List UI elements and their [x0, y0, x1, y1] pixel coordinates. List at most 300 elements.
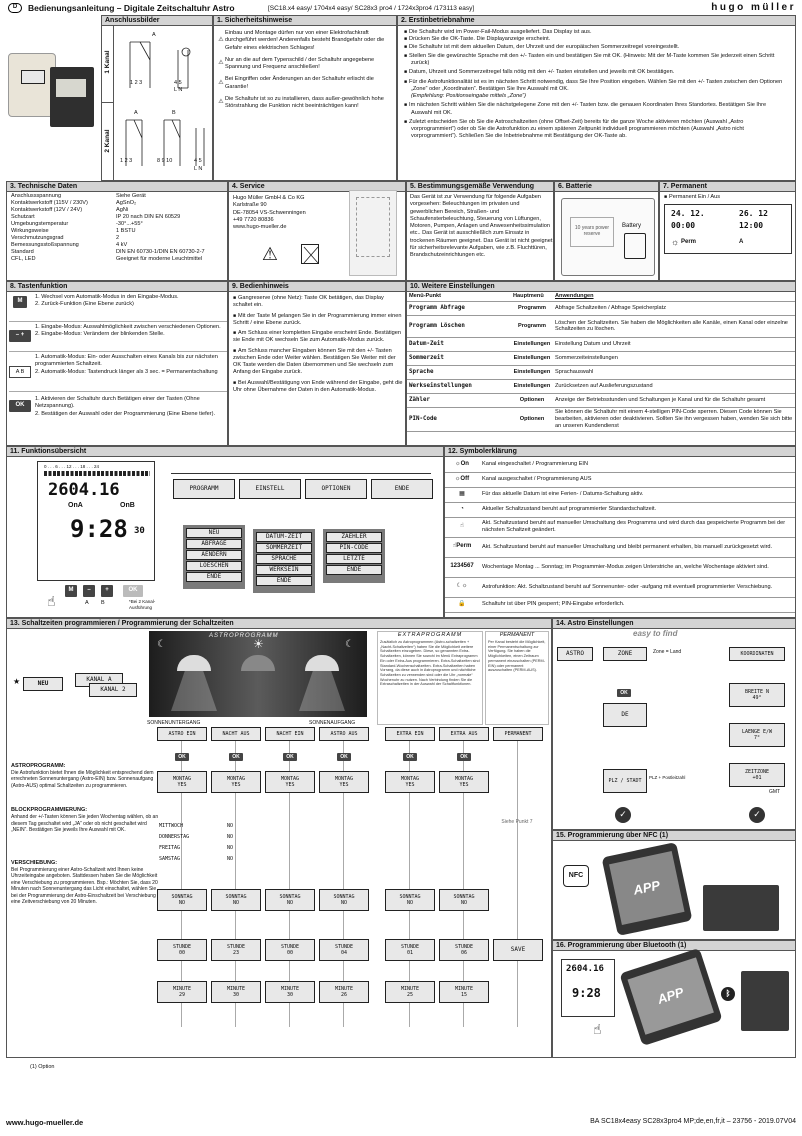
startup-step: ■ Die Schaltuhr wird im Power-Fail-Modus ausgeliefert. Das Display ist aus. — [404, 29, 788, 36]
minute-screen — [265, 981, 315, 1003]
moon-icon: ☾ — [345, 639, 354, 650]
main-menu: Programm — [511, 315, 553, 337]
city: DE-78054 VS-Schwenningen — [233, 209, 306, 216]
hour-value: 00 — [286, 950, 294, 956]
button-function-text: 1. Automatik-Modus: Ein- oder Ausschalten eines Kanals bis zur nächsten programmierten Schaltzeit. — [35, 354, 218, 368]
weekday-value: YES — [339, 782, 349, 788]
screen-label: NACHT EIN — [276, 730, 304, 737]
technical-data-key: Standard — [11, 248, 34, 255]
weekday-label: MONTAG — [280, 775, 300, 782]
technical-data-row — [9, 193, 227, 200]
check-icon: ✓ — [749, 807, 765, 823]
lcd-text: 24. 12. — [671, 209, 705, 218]
day-label: SAMSTAG — [159, 856, 181, 862]
minute-screen — [319, 981, 369, 1003]
safety-text: Einbau und Montage dürfen nur von einer Elektrofachkraft durchgeführt werden! Anderenfalls besteht Brandgefahr oder die Gefahr eines elektrischen Schlages! — [225, 30, 385, 51]
section-title: 15. Programmierung über NFC (1) — [553, 831, 795, 841]
document-number: BA SC18x4easy SC28x3pro4 MP;de,en,fr,it – 23756 - 2019.07V04 — [590, 1118, 796, 1125]
screen-label: KANAL A — [86, 676, 112, 684]
technical-data-key: Kontaktwerkstoff (12V / 24V) — [11, 206, 83, 213]
application-text: Anzeige der Betriebsstunden und Schaltungen je Kanal und für die Schaltuhr gesamt — [553, 393, 796, 407]
settings-row — [407, 351, 796, 365]
technical-data-row — [9, 256, 227, 263]
phone: +49 7720 80836 — [233, 216, 274, 223]
m-button[interactable]: M — [13, 296, 27, 308]
symbol-row — [445, 517, 796, 537]
day-toggle-row — [157, 823, 257, 833]
permanent-box — [485, 631, 549, 725]
hour-screen — [385, 939, 435, 961]
timer-device — [741, 971, 789, 1031]
flow-start-screen — [211, 727, 261, 741]
screen-label: NACHT AUS — [222, 730, 250, 737]
symbol-row — [445, 557, 796, 577]
hour-screen — [211, 939, 261, 961]
day-value: NO — [227, 845, 234, 851]
battery-note: 10 years power reserve — [574, 225, 610, 238]
sunday-screen — [319, 889, 369, 911]
wiring-label: 1 2 3 — [130, 80, 143, 86]
submenu-label: NEU — [208, 529, 220, 537]
screen-label: EXTRA EIN — [396, 730, 424, 737]
manual-icon — [349, 190, 397, 276]
symbol-row — [445, 487, 796, 502]
technical-data-value: Siehe Gerät — [116, 193, 146, 199]
longitude-screen — [729, 723, 785, 747]
section-title: 6. Batterie — [555, 182, 658, 192]
weekday-value: NO — [286, 900, 294, 906]
submenu-item — [256, 532, 312, 542]
wiring-label: 4 5 — [194, 158, 202, 164]
wiring-label: 1 2 3 — [120, 158, 133, 164]
menu-screen — [371, 479, 433, 499]
submenu-item — [326, 554, 382, 564]
menu-screen — [173, 479, 235, 499]
operating-note: ■ Am Schluss mancher Eingaben können Sie mit den +/- Tasten zwischen Ende oder Weiter wählen. Bestätigen Sie Weiter mit der OK Taste werden die Daten übernommen und Sie wechseln zum Anfang der Eingabe zurück. — [233, 348, 403, 377]
hour-screen — [265, 939, 315, 961]
menu-item: Datum-Zeit — [407, 337, 511, 351]
screen-label: ASTRO — [565, 650, 585, 658]
minute-value: 29 — [178, 992, 186, 998]
screen-label: EXTRA AUS — [450, 730, 478, 737]
submenu-label: ZAEHLER — [341, 533, 367, 541]
safety-text: Bei Eingriffen oder Änderungen an der Schaltuhr erlischt die Garantie! — [225, 76, 374, 90]
flow-start-screen — [319, 727, 369, 741]
weekday-value: NO — [340, 900, 348, 906]
settings-row — [407, 407, 796, 431]
section-title: 9. Bedienhinweis — [229, 282, 405, 292]
section-title: 10. Weitere Einstellungen — [407, 282, 795, 292]
technical-data-section — [6, 181, 228, 281]
sunday-screen — [211, 889, 261, 911]
weekday-value: NO — [232, 900, 240, 906]
button-function-text: 2. Automatik-Modus: Tastendruck länger als 3 sec. = Permanentschaltung — [35, 368, 218, 375]
technical-data-key: Verschmutzungsgrad — [11, 234, 64, 241]
screen-value: 7° — [753, 735, 761, 741]
safety-section — [213, 15, 397, 181]
wiring-label: L N — [174, 87, 183, 93]
astro-screen — [557, 647, 593, 661]
ok-button[interactable]: OK — [123, 585, 143, 597]
menu-screen — [239, 479, 301, 499]
lock-icon: 🔒 — [445, 597, 479, 612]
hour-bar — [44, 471, 150, 476]
symbol-description: Für das aktuelle Datum ist eine Ferien- / Datums-Schaltung aktiv. — [479, 487, 796, 502]
gmt-label: GMT — [769, 789, 781, 795]
sunday-screen — [157, 889, 207, 911]
minute-label: MINUTE — [400, 985, 420, 992]
startup-step: ■ Im nächsten Schritt wählen Sie die nächstgelegene Zone mit den +/- Tasten bzw. die genauen Koordinaten Ihres Standortes. Bestätigen Sie Ihre Auswahl mit OK. — [404, 102, 788, 117]
lcd-time: 9:28 — [70, 515, 128, 543]
sun-icon: ☀ — [253, 637, 264, 651]
weekday-value: YES — [177, 782, 187, 788]
submenu-label: LETZTE — [343, 555, 365, 563]
sunday-screen — [385, 889, 435, 911]
page-header — [6, 3, 796, 15]
m-button[interactable]: M — [65, 585, 77, 597]
wiring-label: 8 9 10 — [157, 158, 173, 164]
day-value: NO — [227, 823, 234, 829]
nfc-section — [552, 830, 796, 940]
moon-icon: ☾ — [157, 639, 166, 650]
section-title: Anschlussbilder — [102, 16, 212, 26]
hour-label: STUNDE — [172, 943, 192, 950]
button-function-text: 1. Eingabe-Modus: Auswahlmöglichkeit zwischen verschiedenen Optionen. — [35, 324, 221, 330]
website-link[interactable]: www.hugo-mueller.de — [6, 1118, 84, 1127]
nfc-icon: NFC — [563, 865, 589, 887]
section-title: 3. Technische Daten — [7, 182, 227, 192]
day-toggle-row — [157, 856, 257, 866]
operating-notes-section — [228, 281, 406, 446]
hour-screen — [439, 939, 489, 961]
ok-button[interactable]: OK — [229, 753, 243, 761]
submenu-label: LOESCHEN — [199, 562, 229, 570]
smartphone — [619, 948, 722, 1046]
minus-plus-buttons[interactable]: – + — [9, 330, 31, 342]
technical-data-value: DIN EN 60730-1/DIN EN 60730-2-7 — [116, 248, 205, 255]
extra-title: EXTRAPROGRAMM — [397, 632, 463, 638]
symbol-row — [445, 502, 796, 517]
settings-row — [407, 379, 796, 393]
lcd-date: 2604.16 — [48, 480, 120, 500]
technical-data-row — [9, 228, 227, 235]
sun-icon: ☼ — [671, 237, 680, 247]
two-channel-text: 2 Kanal — [103, 129, 111, 153]
weekday-value: YES — [405, 782, 415, 788]
hour-scale: 0 . . . 6 . . . 12 . . . 18 . . . 24 — [44, 464, 100, 469]
technical-data-key: Anschlussspannung — [11, 193, 62, 199]
first-startup-section — [397, 15, 796, 181]
wiring-label: A — [152, 32, 156, 38]
symbol-description: Akt. Schaltzustand beruht auf manueller Umschaltung des Programms und wird durch das gespeicherte Programm bei der nächsten Schaltzeit geändert. — [479, 517, 796, 537]
screen-label: ASTRO AUS — [330, 730, 358, 737]
technical-data-key: CFL, LED — [11, 255, 36, 262]
paragraph-text: Bei Programmierung einer Astro-Schaltzeit wird Ihnen keine Uhrzeiteingabe angeboten. Stattdessen haben Sie die Möglichkeit eine Verschiebung zu programmieren. Bsp.: Möchten Sie, dass 20 Minuten nach Sonnenuntergang das Licht einschaltet, wählen Sie bei der Programmierung der Astro-Einschaltzeit bei Verschiebung eine Zeitverschiebung von 20 Minuten. — [11, 866, 158, 906]
smartphone — [602, 842, 693, 936]
weekday-label: MONTAG — [454, 775, 474, 782]
submenu-label: AENDERN — [201, 551, 227, 559]
symbol-description: Akt. Schaltzustand beruht auf manueller Umschaltung und bleibt permanent erhalten, bis manuell zurückgesetzt wird. — [479, 537, 796, 557]
channel-screen — [89, 683, 137, 697]
app-screen: APP — [627, 957, 713, 1034]
wiring-label: 4 5 — [174, 80, 182, 86]
section-title: 14. Astro Einstellungen — [553, 619, 795, 629]
paragraph-text: Anhand der +/-Tasten können Sie jeden Wochentag wählen, ob an diesem Tag geschaltet wird „JA“ oder ob nicht geschaltet wird „NEIN“. Bestätigen Sie jeweils Ihre Auswahl mit OK. — [11, 814, 159, 834]
screen-label: KOORDINATEN — [740, 650, 774, 657]
brand-logo: hugo müller — [711, 2, 796, 13]
section-title: 2. Erstinbetriebnahme — [398, 16, 795, 26]
technical-data-value: Geeignet für moderne Leuchtmittel — [116, 255, 203, 262]
startup-recommendation: (Empfehlung: Positionseingabe mittels „Zone“) — [411, 93, 527, 100]
lcd-date: 2604.16 — [566, 964, 604, 974]
disposal-icon — [301, 244, 319, 264]
lamp-icon — [305, 655, 339, 671]
save-screen — [493, 939, 543, 961]
application-text: Sie können die Schaltuhr mit einem 4-stelligen PIN-Code sperren. Diesen Code können Sie bearbeiten, aktivieren oder deaktivieren. Sollten Sie ihn vergessen haben, wenden Sie sich bitte an unseren Kundendienst — [553, 407, 796, 431]
hour-value: 23 — [232, 950, 240, 956]
symbol-row — [445, 597, 796, 612]
weekday-label: SONNTAG — [453, 893, 475, 900]
flow-start-screen — [265, 727, 315, 741]
minute-screen — [385, 981, 435, 1003]
minute-label: MINUTE — [280, 985, 300, 992]
settings-row — [407, 337, 796, 351]
lamp-icon — [241, 655, 275, 671]
technical-data-key: Wirkungsweise — [11, 227, 49, 234]
submenu-item — [326, 543, 382, 553]
weekday-label: SONNTAG — [171, 893, 193, 900]
operating-note: ■ Bei Auswahl/Bestätigung von Ende während der Eingabe, geht die Uhr ohne Übernahme der Daten in den Automatik-Modus. — [233, 380, 403, 395]
startup-step: ■ Drücken Sie die OK-Taste. Die Displayanzeige erscheint. — [404, 36, 788, 43]
screen-label: SAVE — [510, 946, 526, 954]
extra-text: Zusätzlich zu Astroprogrammen (Astro-schaltzeiten + „Nacht-Schaltzeiten“) haben Sie die Möglichkeit weitere Schaltzeiten einzugeben. Diese, so genannten Extra-Schaltzeiten, können Sie sowohl im Menü Extraprogramm Ein oder Extra-Aus programmieren. Extra-Schaltzeiten sind Standard-Wochenschaltzeiten. Extra-Schaltzeiten haben Vorrang, da diese auch in Astroprogramm und nächtliche Schaltzeiten zu verwenden sind oder die Uhr „normale“ Wochenuhr zu nutzen. Nach Verbindung finden Sie die Extraschaltzeiten in der Auswahl der Schaltfunktionen. — [380, 639, 480, 687]
operating-note: ■ Am Schluss einer kompletten Eingabe erscheint Ende. Bestätigen sie Ende mit OK wechseln Sie zum Automatik-Modus zurück. — [233, 330, 403, 345]
paragraph-text: Die Astrofunktion bietet Ihnen die Möglichkeit entsprechend dem errechneten Sonnenuntergang (Astro-EIN) bzw. Sonnenaufgang (Astro-AUS) optimal Schaltzeiten zu programmieren. — [11, 769, 154, 789]
weekday-icon: 1234567 — [445, 557, 479, 577]
menu-item: Sommerzeit — [407, 351, 511, 365]
product-display — [56, 79, 86, 97]
a-b-buttons[interactable]: A B — [9, 366, 31, 378]
symbol-row — [445, 577, 796, 597]
safety-text: Die Schaltuhr ist so zu installieren, dass außer-gewöhnlich hohe Störstrahlung die Funktion nicht beeinträchtigen kann! — [225, 95, 384, 110]
button-function-text: 2. Zurück-Funktion (Eine Ebene zurück) — [35, 301, 134, 308]
button-group — [9, 392, 227, 430]
lcd-text: 12:00 — [739, 221, 764, 230]
screen-label: KANAL 2 — [100, 686, 126, 694]
footnote-option: (1) Option — [30, 1064, 55, 1070]
ok-button[interactable]: OK — [9, 400, 31, 412]
ok-button[interactable]: OK — [403, 753, 417, 761]
hand-icon: ☝ — [445, 517, 479, 537]
application-text: Sprachauswahl — [553, 365, 796, 379]
new-screen — [23, 677, 63, 691]
column-header: Anwendungen — [553, 292, 796, 301]
technical-data-row — [9, 200, 227, 207]
application-text: Einstellung Datum und Uhrzeit — [553, 337, 796, 351]
latitude-screen — [729, 683, 785, 707]
technical-data-key: Bemessungsstoßspannung — [11, 241, 79, 248]
submenu-label: SOMMERZEIT — [265, 544, 303, 552]
submenu-label: ENDE — [206, 573, 222, 581]
submenu-item — [256, 543, 312, 553]
symbol-table — [445, 457, 796, 613]
wiring-label: A — [134, 110, 138, 116]
technical-data-value: 4 kV — [116, 241, 128, 248]
menu-label: OPTIONEN — [321, 485, 351, 493]
one-channel-text: 1 Kanal — [103, 50, 111, 74]
connection-diagram-section — [101, 15, 213, 181]
screen-label: ASTRO EIN — [168, 730, 196, 737]
settings-row — [407, 365, 796, 379]
minute-value: 30 — [286, 992, 294, 998]
button-group — [9, 294, 227, 322]
submenu-settings — [253, 529, 315, 593]
settings-row — [407, 393, 796, 407]
bluetooth-icon: ᛒ — [721, 987, 735, 1001]
lcd-text: 00:00 — [671, 221, 696, 230]
language-badge: D — [8, 3, 22, 13]
minus-button[interactable]: – — [83, 585, 95, 597]
timer-device — [703, 885, 779, 931]
channel-b-on: OnB — [120, 502, 135, 509]
sunrise-label: SONNENAUFGANG — [309, 720, 356, 726]
channel-b-label: B — [129, 502, 135, 509]
key-caption-b: B — [101, 600, 105, 606]
hour-value: 00 — [178, 950, 186, 956]
plus-button[interactable]: + — [101, 585, 113, 597]
weekday-value: YES — [459, 782, 469, 788]
ok-button[interactable]: OK — [283, 753, 297, 761]
keypad — [65, 585, 151, 599]
two-channel-label — [102, 103, 114, 181]
technical-data-key: Schutzart — [11, 213, 35, 220]
website-link[interactable]: www.hugo-mueller.de — [233, 224, 287, 231]
weekday-value: NO — [178, 900, 186, 906]
wiring-label: L N — [194, 166, 203, 172]
minute-label: MINUTE — [454, 985, 474, 992]
country-screen — [603, 703, 647, 727]
permanent-item: ■ Permanent Ein / Aus — [664, 194, 720, 201]
product-photo-2 — [50, 67, 94, 127]
postcode-note: PLZ + Postleitzahl — [649, 775, 686, 780]
operating-note: ■ Gangreserve (ohne Netz): Taste OK betätigen, das Display schaltet ein. — [233, 295, 403, 310]
company-name: Hugo Müller GmbH & Co KG — [233, 195, 305, 201]
column-header: Hauptmenü — [511, 292, 553, 301]
weekday-value: YES — [231, 782, 241, 788]
submenu-item — [186, 572, 242, 582]
startup-step: ■ Zuletzt entscheiden Sie ob Sie die Astroschaltzeiten (ohne Offset-Zeit) bereits für die ganze Woche aktivieren möchten (Auswahl „Astro vorprogrammiert“) oder ob Sie die Astrofunktion zu einem späteren Zeitpunkt individuell programmieren möchten (Auswahl „Astro nicht vorprogrammiert“). Schließen Sie die Inbetriebnahme mit Bestätigung der OK-Taste ab. — [404, 119, 788, 141]
technical-data-row — [9, 242, 227, 249]
hour-value: 04 — [340, 950, 348, 956]
screen-label: LAENGE E/W — [741, 728, 773, 735]
application-text: Zurücksetzen auf Auslieferungszustand — [553, 379, 796, 393]
technical-data-row — [9, 221, 227, 228]
safety-text: Nur an die auf dem Typenschild / der Schaltuhr angegebene Spannung und Frequenz anschließen! — [225, 56, 375, 71]
day-toggle-row — [157, 845, 257, 855]
screen-value: DE — [621, 711, 629, 719]
section-title: 5. Bestimmungsgemäße Verwendung — [407, 182, 553, 192]
main-menu: Einstellungen — [511, 351, 553, 365]
safety-item — [217, 57, 395, 72]
permanent-section — [659, 181, 796, 281]
sunset-label: SONNENUNTERGANG — [147, 720, 201, 726]
postcode-screen — [603, 769, 647, 793]
day-label: DONNERSTAG — [159, 834, 190, 840]
flow-start-screen — [385, 727, 435, 741]
symbol-row — [445, 537, 796, 557]
application-text: Löschen der Schaltzeiten. Sie haben die Möglichkeiten alle Kanäle, einen Kanal oder einzelne Schaltzeiten zu löschen. — [553, 315, 796, 337]
button-function-text: 1. Wechsel vom Automatik-Modus in den Eingabe-Modus. — [35, 294, 179, 300]
weekday-value: NO — [460, 900, 468, 906]
submenu-item — [256, 565, 312, 575]
ok-button[interactable]: OK — [617, 689, 631, 697]
ok-button[interactable]: OK — [175, 753, 189, 761]
flow-start-screen — [439, 727, 489, 741]
submenu-options — [323, 529, 385, 583]
technical-data-value: AgSnO₂ — [116, 199, 137, 206]
submenu-label: PIN-CODE — [339, 544, 369, 552]
day-toggle-row — [157, 834, 257, 844]
symbol-description: Schaltuhr ist über PIN gesperrt; PIN-Eingabe erforderlich. — [479, 597, 796, 612]
button-group — [9, 352, 227, 392]
submenu-label: DATUM-ZEIT — [265, 533, 303, 541]
weekday-screen — [439, 771, 489, 793]
light-cone — [171, 671, 217, 711]
hour-label: STUNDE — [454, 943, 474, 950]
menu-label: ENDE — [394, 485, 410, 493]
screen-label: ZONE — [617, 650, 633, 658]
warning-icon: ⚠ — [218, 79, 224, 86]
section-title: 16. Programmierung über Bluetooth (1) — [553, 941, 795, 951]
model-list: [SC18.x4 easy/ 1704x4 easy/ SC28x3 pro4 / 1724x3pro4 /173113 easy] — [268, 5, 475, 12]
technical-data-value: -30°...+55° — [116, 220, 143, 227]
section-title: 12. Symbolerklärung — [445, 447, 795, 457]
star-icon: ★ — [13, 677, 21, 686]
ok-button[interactable]: OK — [337, 753, 351, 761]
channel-a-on: OnA — [68, 502, 83, 509]
ok-button[interactable]: OK — [457, 753, 471, 761]
technical-data-row — [9, 235, 227, 242]
screen-label: NEU — [37, 680, 49, 688]
minute-label: MINUTE — [172, 985, 192, 992]
settings-row — [407, 301, 796, 315]
warning-icon: ⚠ — [218, 60, 224, 67]
application-text: Abfrage Schaltzeiten / Abfrage Speicherplatz — [553, 301, 796, 315]
zone-note: Zone = Land — [653, 649, 682, 655]
operating-note: ■ Mit der Taste M gelangen Sie in der Programmierung immer einen Schritt / eine Ebene zurück. — [233, 313, 403, 328]
weekday-label: SONNTAG — [279, 893, 301, 900]
program-switch-times-section — [6, 618, 552, 1058]
see-point-7: Siehe Punkt 7 — [501, 819, 533, 825]
permanent-display — [664, 204, 792, 254]
submenu-label: WERKSEIN — [269, 566, 299, 574]
submenu-item — [186, 561, 242, 571]
product-photo-1 — [8, 53, 56, 117]
settings-table — [407, 292, 796, 432]
weekday-label: MONTAG — [172, 775, 192, 782]
screen-label: PLZ / STADT — [608, 777, 642, 784]
technical-data-key: Umgebungstemperatur — [11, 220, 69, 227]
weekday-value: NO — [406, 900, 414, 906]
zone-screen — [603, 647, 647, 661]
minute-value: 15 — [460, 992, 468, 998]
paragraph-title: VERSCHIEBUNG: — [11, 859, 58, 866]
battery-section — [554, 181, 659, 281]
symbol-description: Wochentage Montag ... Sonntag; im Programmier-Modus zeigen Unterstriche an, welche Wochentage aktiviert sind. — [479, 557, 796, 577]
weekday-label: MONTAG — [400, 775, 420, 782]
programming-flow — [157, 727, 549, 1053]
street: Karlstraße 90 — [233, 202, 267, 209]
